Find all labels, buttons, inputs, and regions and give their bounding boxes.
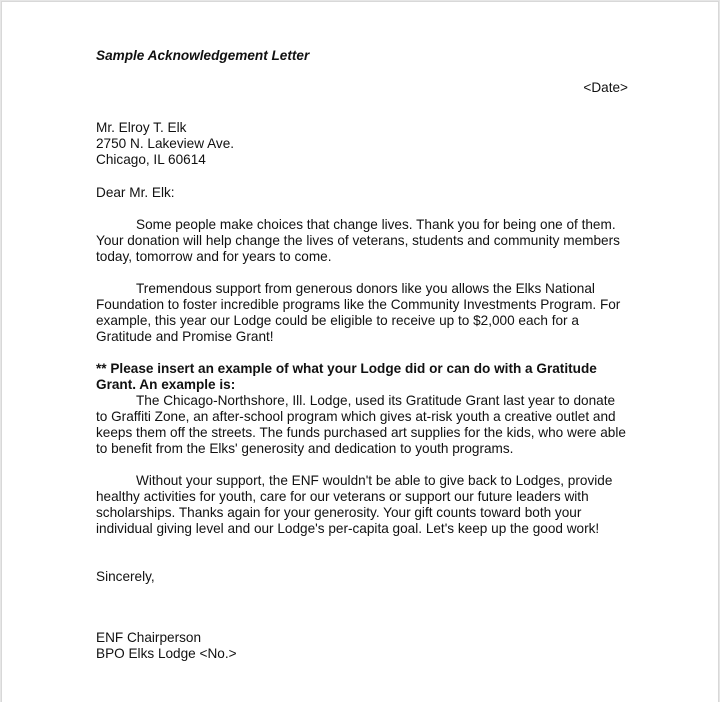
closing: Sincerely, xyxy=(96,569,155,584)
example-text: The Chicago-Northshore, Ill. Lodge, used its Gratitude Grant last year to donate to Graffiti Zone, an after-school program which gives at-risk youth a creative outlet and keeps them off the streets. The funds purchased art supplies for the kids, who were able to benefit from the Elks' generosity and dedication to youth programs. xyxy=(96,393,626,456)
signature-title: ENF Chairperson xyxy=(96,630,202,645)
paragraph-1 xyxy=(96,217,628,265)
signature-block xyxy=(96,630,628,662)
signature-lodge: BPO Elks Lodge <No.> xyxy=(96,646,237,661)
instruction-note: ** Please insert an example of what your Lodge did or can do with a Gratitude Grant. An example is: xyxy=(96,361,597,392)
date-placeholder: <Date> xyxy=(583,80,628,95)
recipient-street: 2750 N. Lakeview Ave. xyxy=(96,136,235,151)
paragraph-2-text: Tremendous support from generous donors like you allows the Elks National Foundation to foster incredible programs like the Community Investments Program. For example, this year our Lodge could be eligible to receive up to $2,000 each for a Gratitude and Promise Grant! xyxy=(96,281,621,344)
recipient-city: Chicago, IL 60614 xyxy=(96,152,206,167)
paragraph-2 xyxy=(96,281,628,345)
salutation: Dear Mr. Elk: xyxy=(96,185,175,200)
final-paragraph-text: Without your support, the ENF wouldn't be able to give back to Lodges, provide healthy activities for youth, care for our veterans or support our future leaders with scholarships. Thanks again for your generosity. Your gift counts toward both your individual giving level and our Lodge's per-capita goal. Let's keep up the good work! xyxy=(96,473,613,536)
recipient-address xyxy=(96,120,628,168)
paragraph-1-text: Some people make choices that change lives. Thank you for being one of them. Your donation will help change the lives of veterans, students and community members today, tomorrow and for years to come. xyxy=(96,217,620,264)
example-paragraph xyxy=(96,393,628,457)
document-title: Sample Acknowledgement Letter xyxy=(96,48,310,63)
letter-body xyxy=(96,48,628,662)
recipient-name: Mr. Elroy T. Elk xyxy=(96,120,187,135)
final-paragraph xyxy=(96,473,628,537)
document-page xyxy=(1,1,719,702)
